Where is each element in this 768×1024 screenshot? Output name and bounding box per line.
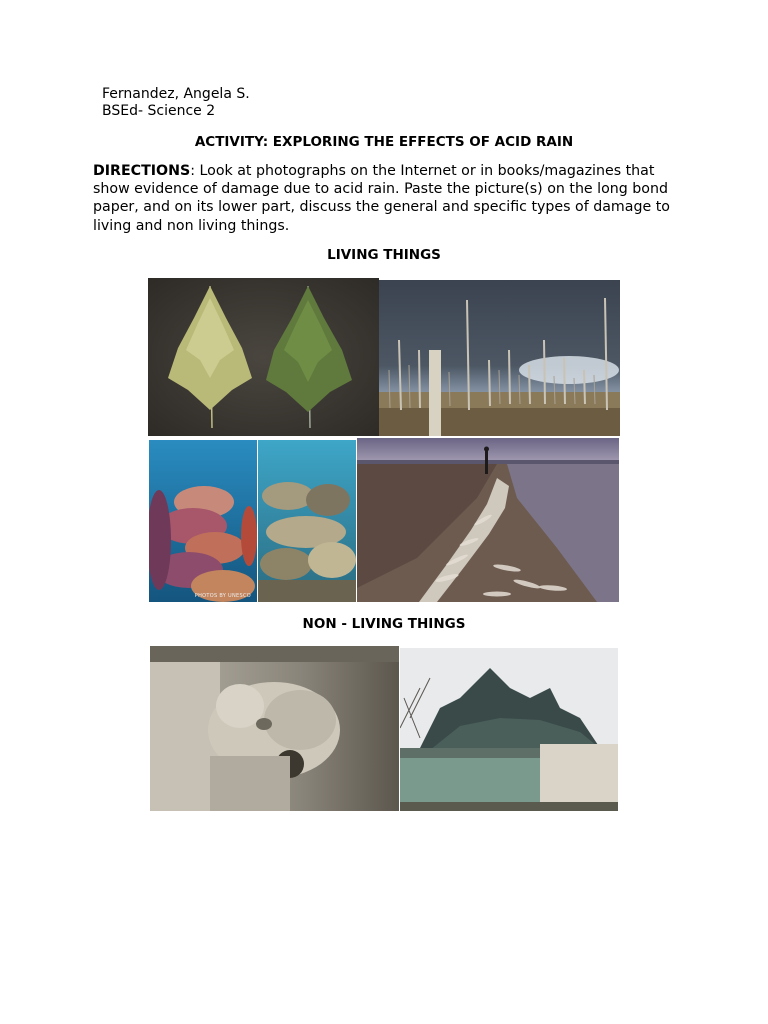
corroded-monument-photo [400, 648, 618, 811]
author-name: Fernandez, Angela S. [102, 86, 250, 102]
activity-title: ACTIVITY: EXPLORING THE EFFECTS OF ACID RAIN [194, 134, 574, 150]
directions-label: DIRECTIONS [93, 163, 191, 179]
bleached-coral-photo [258, 440, 356, 602]
fir-branches-photo [148, 278, 379, 436]
living-things-heading: LIVING THINGS [327, 247, 441, 263]
coral-photo-credit: PHOTOS BY UNESCO [194, 593, 251, 599]
dead-forest-photo [379, 280, 620, 436]
directions-paragraph [93, 162, 683, 235]
author-block [102, 86, 250, 120]
non-living-things-heading: NON - LIVING THINGS [302, 616, 466, 632]
dead-fish-shore-photo [357, 438, 619, 602]
author-course: BSEd- Science 2 [102, 103, 216, 119]
healthy-coral-photo [149, 440, 257, 602]
directions-text: : Look at photographs on the Internet or in books/magazines that show evidence of damage due to acid rain. Paste the picture(s) on the long bond paper, and on its lower part, discuss the general and specific types of damage to living and non living things. [93, 163, 670, 234]
eroded-gargoyle-photo [150, 646, 399, 811]
